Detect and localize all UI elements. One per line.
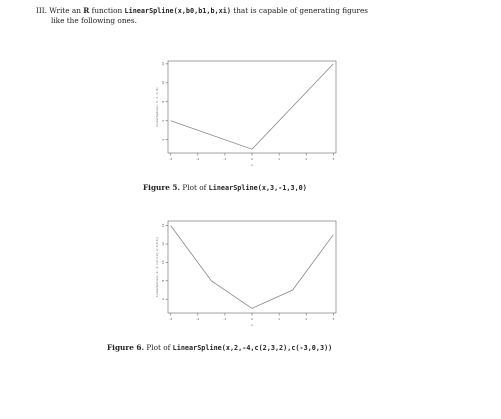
x-tick-label: 1 [278, 317, 281, 321]
x-axis-label: x [251, 163, 253, 167]
problem-number: III. [36, 6, 47, 15]
x-tick-label: 0 [251, 157, 253, 161]
problem-line-1 [36, 6, 476, 16]
figure-6-caption-text: Plot of [146, 343, 171, 352]
x-tick-label: 1 [278, 157, 281, 161]
y-axis-label: LinearSpline(x, 3, -1, 3, 0) [155, 87, 159, 127]
x-axis-label: x [251, 323, 253, 327]
y-tick-label: 14 [161, 223, 165, 228]
figure-5-caption [143, 183, 307, 192]
x-tick-label: -2 [196, 157, 200, 161]
spline-line [171, 64, 334, 149]
problem-text-1: Write an [49, 6, 81, 15]
problem-statement [36, 6, 476, 26]
x-tick-label: 2 [305, 157, 308, 161]
figure-6-plot [148, 218, 348, 333]
y-tick-label: 6 [161, 119, 165, 122]
figure-6-caption [107, 343, 332, 352]
figure-5-caption-code: LinearSpline(x,3,-1,3,0) [208, 184, 307, 192]
y-tick-label: 12 [161, 61, 165, 66]
x-tick-label: -3 [169, 157, 173, 161]
figure-6-label: Figure 6. [107, 343, 145, 352]
x-tick-label: 3 [332, 317, 335, 321]
x-tick-label: 3 [332, 157, 335, 161]
y-tick-label: 4 [161, 138, 165, 141]
y-tick-label: 12 [161, 242, 165, 246]
figure-5-svg [148, 58, 348, 173]
function-signature: LinearSpline(x,b0,b1,b,xi) [124, 7, 231, 15]
figure-6-svg [148, 218, 348, 333]
x-tick-label: -2 [196, 317, 200, 321]
x-tick-label: -3 [169, 317, 173, 321]
spline-line [171, 226, 334, 309]
problem-text-2: function [91, 6, 123, 15]
y-tick-label: 10 [161, 80, 165, 85]
y-tick-label: 8 [161, 100, 165, 103]
y-tick-label: 8 [161, 279, 165, 282]
x-tick-label: -1 [223, 157, 227, 161]
figure-5-plot [148, 58, 348, 173]
y-tick-label: 6 [161, 298, 165, 301]
problem-line-2: like the following ones. [51, 16, 137, 25]
problem-text-3: that is capable of generating figures [233, 6, 369, 15]
figure-5-caption-text: Plot of [182, 183, 207, 192]
figure-5-label: Figure 5. [143, 183, 181, 192]
x-tick-label: 2 [305, 317, 308, 321]
r-language-name: R [83, 6, 90, 15]
plot-frame [168, 61, 336, 153]
figure-6-caption-code: LinearSpline(x,2,-4,c(2,3,2),c(-3,0,3)) [172, 344, 333, 352]
y-tick-label: 10 [161, 260, 165, 265]
x-tick-label: 0 [251, 317, 253, 321]
x-tick-label: -1 [223, 317, 227, 321]
y-axis-label: LinearSpline(x, 2, -4, c(2,3,2), c(-3,0,3)) [155, 237, 159, 297]
plot-frame [168, 221, 336, 313]
